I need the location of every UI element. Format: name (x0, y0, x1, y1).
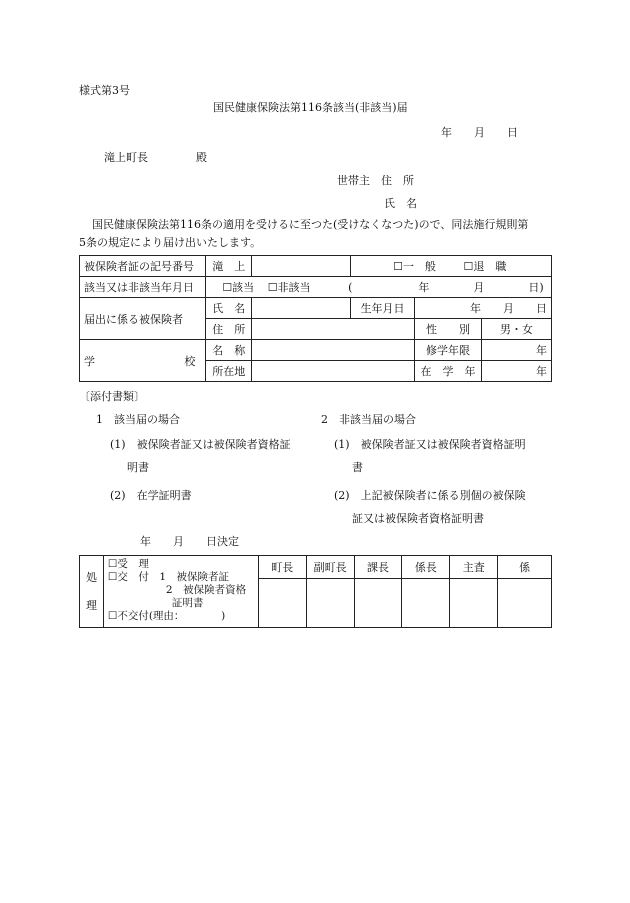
header-chief-clerk: 主査 (450, 556, 498, 579)
head-of-household-name-label: 氏 名 (384, 197, 417, 210)
sex-field[interactable]: 男・女 (482, 319, 552, 340)
checkbox-received[interactable]: ☐受 理 (107, 558, 149, 570)
case1-item1-line1: (1) 被保険者証又は被保険者資格証 (110, 438, 291, 451)
head-of-household-address-label: 世帯主 住 所 (337, 174, 414, 187)
applicable-date-label: 該当又は非該当年月日 (80, 277, 206, 298)
case1-heading: 1 該当届の場合 (96, 413, 180, 426)
checkbox-general[interactable]: ☐一 般 (393, 260, 436, 273)
body-text-line-2: 5条の規定により届け出いたします。 (79, 236, 262, 249)
table-row (80, 298, 552, 319)
checkbox-applicable[interactable]: ☐該当 (222, 281, 255, 294)
checkbox-issued[interactable]: ☐交 付 1 被保険者証 (107, 571, 230, 583)
applicable-date-field[interactable]: ( 年 月 日) (348, 281, 544, 294)
case2-item1-line1: (1) 被保険者証又は被保険者資格証明 (334, 438, 526, 451)
sex-label: 性 別 (415, 319, 482, 340)
case2-item1-line2: 書 (352, 461, 363, 474)
stamp-chief-clerk[interactable] (450, 579, 498, 628)
case2-item2-line1: (2) 上記被保険者に係る別個の被保険 (334, 489, 526, 502)
stamp-subsection-chief[interactable] (402, 579, 450, 628)
form-title: 国民健康保険法第116条該当(非該当)届 (213, 101, 408, 114)
checkbox-retired[interactable]: ☐退 職 (463, 260, 507, 273)
header-clerk: 係 (498, 556, 552, 579)
case2-item2-line2: 証又は被保険者資格証明書 (352, 512, 484, 525)
address-label: 住 所 (206, 319, 252, 340)
table-row (80, 556, 552, 579)
addressee: 滝上町長 (104, 151, 148, 164)
applicable-date-options (206, 277, 552, 298)
school-name-label: 名 称 (206, 340, 252, 361)
table-row (80, 340, 552, 361)
stamp-section-chief[interactable] (354, 579, 402, 628)
addressee-suffix: 殿 (196, 151, 207, 164)
insured-info-table (79, 255, 552, 382)
stamp-clerk[interactable] (498, 579, 552, 628)
processing-label: 処 理 (80, 556, 104, 628)
body-text-line-1: 国民健康保険法第116条の適用を受けるに至つた(受けなくなつた)ので、同法施行規則第 (92, 218, 529, 231)
school-name-field[interactable] (252, 340, 415, 361)
name-label: 氏 名 (206, 298, 252, 319)
address-field[interactable] (252, 319, 415, 340)
insured-person-label: 届出に係る被保険者 (80, 298, 206, 340)
school-label: 学 校 (80, 340, 206, 382)
header-mayor: 町長 (258, 556, 306, 579)
processing-options: ☐受 理 ☐交 付 1 被保険者証 2 被保険者資格 証明書 ☐不交付(理由： ) (103, 556, 258, 628)
checkbox-not-issued[interactable]: ☐不交付(理由： ) (107, 610, 226, 622)
checkbox-not-applicable[interactable]: ☐非該当 (267, 281, 311, 294)
header-subsection-chief: 係長 (402, 556, 450, 579)
insured-card-number-label: 被保険者証の記号番号 (80, 256, 206, 277)
study-period-label: 修学年限 (415, 340, 482, 361)
name-field[interactable] (252, 298, 351, 319)
insured-card-number-field[interactable] (252, 256, 351, 277)
study-period-field[interactable]: 年 (482, 340, 552, 361)
processing-table (79, 555, 552, 628)
case1-item2: (2) 在学証明書 (110, 489, 192, 502)
table-row (80, 256, 552, 277)
stamp-deputy-mayor[interactable] (306, 579, 354, 628)
form-number: 様式第3号 (79, 84, 130, 97)
case1-item1-line2: 明書 (127, 461, 149, 474)
school-location-label: 所在地 (206, 361, 252, 382)
grade-label: 在 学 年 (415, 361, 482, 382)
header-deputy-mayor: 副町長 (306, 556, 354, 579)
stamp-mayor[interactable] (258, 579, 306, 628)
insured-card-prefix: 滝 上 (206, 256, 252, 277)
birthdate-label: 生年月日 (351, 298, 415, 319)
school-location-field[interactable] (252, 361, 415, 382)
decision-date-line: 年 月 日決定 (140, 535, 239, 548)
attachments-heading: 〔添付書類〕 (79, 390, 145, 403)
case2-heading: 2 非該当届の場合 (321, 413, 416, 426)
grade-field[interactable]: 年 (482, 361, 552, 382)
date-line: 年 月 日 (441, 126, 518, 139)
header-section-chief: 課長 (354, 556, 402, 579)
birthdate-field[interactable]: 年 月 日 (415, 298, 552, 319)
table-row (80, 277, 552, 298)
card-type-options (351, 256, 552, 277)
